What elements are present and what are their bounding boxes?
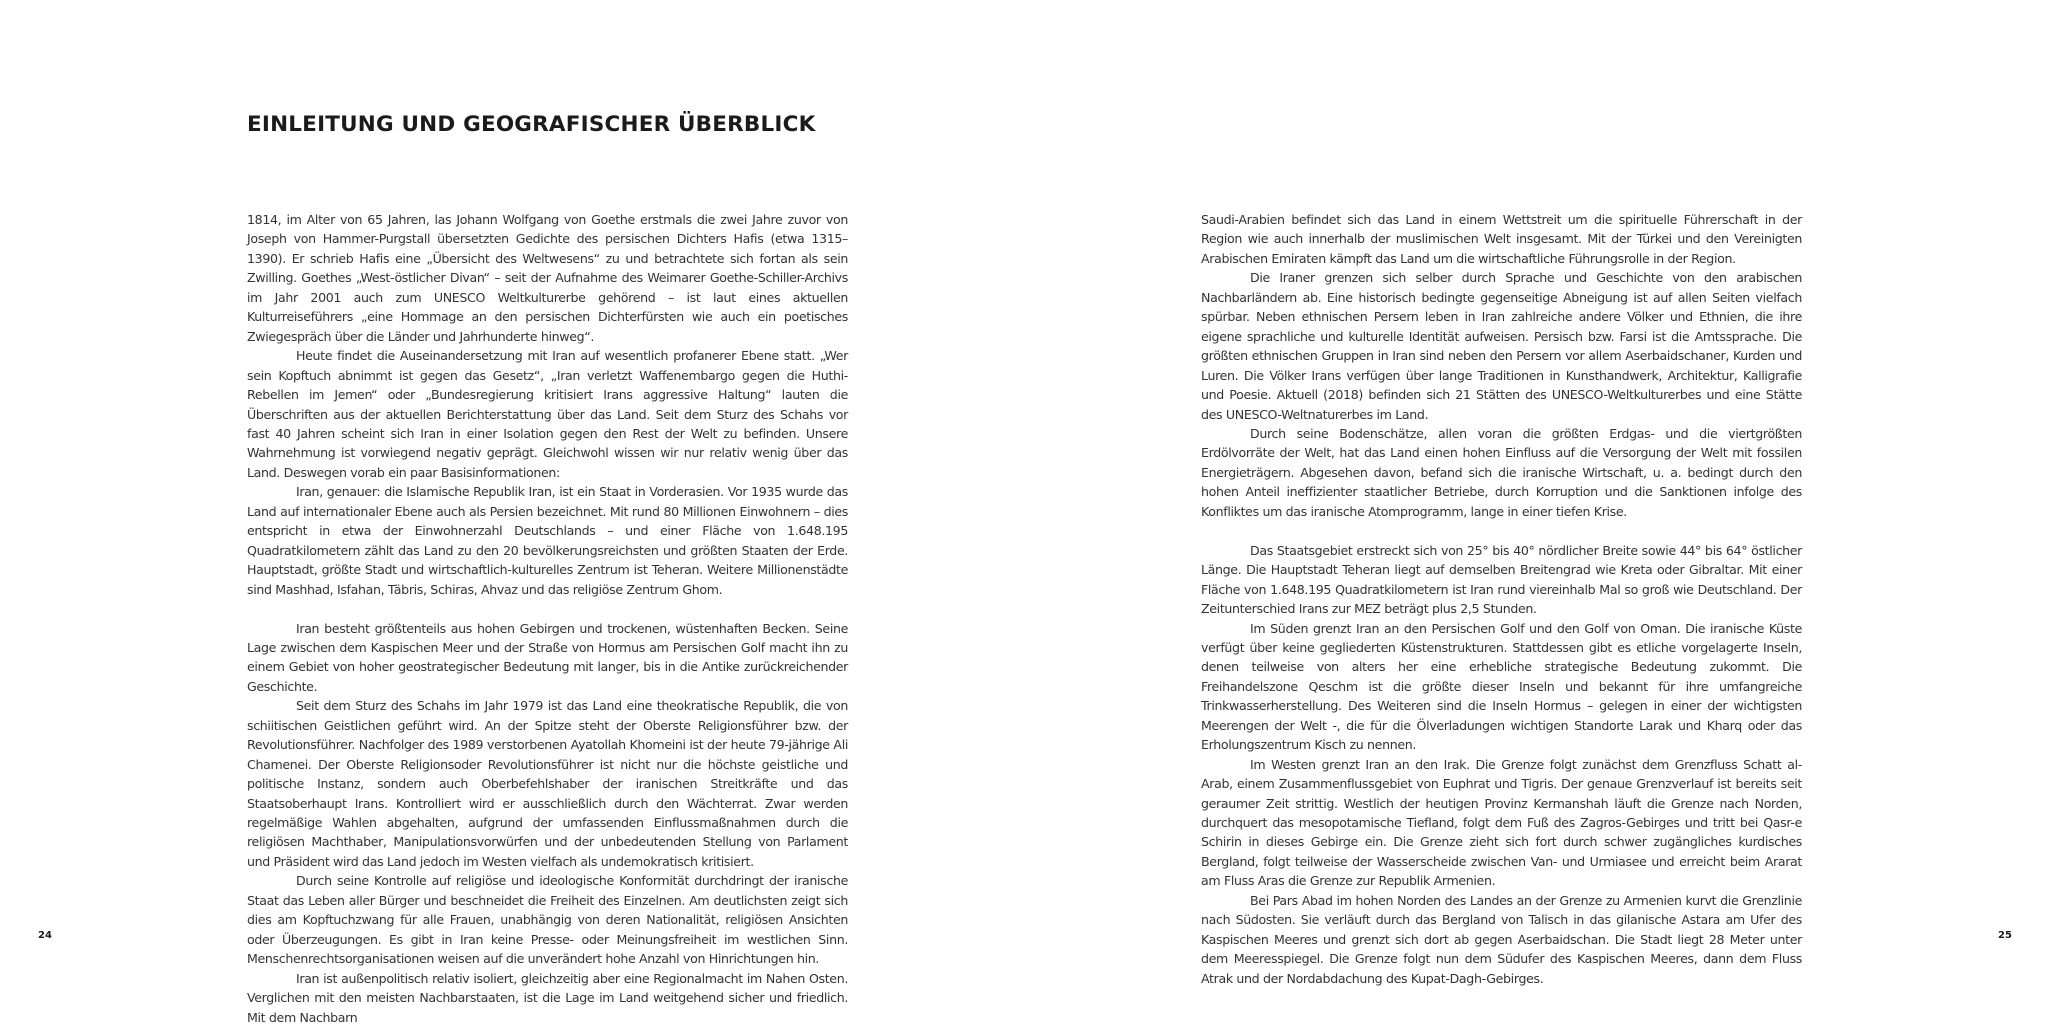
paragraph: Durch seine Kontrolle auf religiöse und ideologische Konformität durchdringt der iranische Staat das Leben aller Bürger und beschneidet die Freiheit des Einzelnen. Am deutlichsten zeigt sich dies am Kopftuchzwang für alle Frauen, unabhängig von deren Nationalität, religiösen Ansichten oder Überzeugungen. Es gibt in Iran keine Presse- oder Meinungsfreiheit im westlichen Sinn. Menschenrechtsorganisationen weisen auf die unverändert hohe Anzahl von Hinrichtungen hin. (247, 873, 848, 967)
chapter-heading: EINLEITUNG UND GEOGRAFISCHER ÜBERBLICK (247, 112, 816, 137)
paragraph: Im Süden grenzt Iran an den Persischen Golf und den Golf von Oman. Die iranische Küste verfügt über keine gegliederten Küstenstrukturen. Stattdessen gibt es etliche vorgelagerte Inseln, denen teilweise von alters her eine erhebliche strategische Bedeutung zukommt. Die Freihandelszone Qeschm ist die größte dieser Inseln und bekannt für ihre umfangreiche Trinkwasserherstellung. Des Weiteren sind die Inseln Hormus – gelegen in einer der wichtigsten Meerengen der Welt -, die für die Ölverladungen wichtigen Standorte Larak und Kharq oder das Erholungszentrum Kisch zu nennen. (1201, 620, 1802, 753)
paragraph: Heute findet die Auseinandersetzung mit Iran auf wesentlich profanerer Ebene statt. „Wer sein Kopftuch abnimmt ist gegen das Gesetz“, „Iran verletzt Waffenembargo gegen die Huthi-Rebellen im Jemen“ oder „Bundesregierung kritisiert Irans aggressive Haltung“ lauten die Überschriften aus der aktuellen Berichterstattung über das Land. Seit dem Sturz des Schahs vor fast 40 Jahren scheint sich Iran in einer Isolation gegen den Rest der Welt zu befinden. Unsere Wahrnehmung ist vorwiegend negativ geprägt. Gleichwohl wissen wir nur relativ wenig über das Land. Deswegen vorab ein paar Basisinformationen: (247, 348, 848, 480)
paragraph: Das Staatsgebiet erstreckt sich von 25° bis 40° nördlicher Breite sowie 44° bis 64° östlicher Länge. Die Hauptstadt Teheran liegt auf demselben Breitengrad wie Kreta oder Gibraltar. Mit einer Fläche von 1.648.195 Quadratkilometern ist Iran rund viereinhalb Mal so groß wie Deutschland. Der Zeitunterschied Irans zur MEZ beträgt plus 2,5 Stunden. (1201, 542, 1802, 617)
paragraph: Saudi-Arabien befindet sich das Land in einem Wettstreit um die spirituelle Führerschaft in der Region wie auch innerhalb der muslimischen Welt insgesamt. Mit der Türkei und den Vereinigten Arabischen Emiraten kämpft das Land um die wirtschaftliche Führungsrolle in der Region. (1201, 212, 1802, 266)
left-text-column (247, 210, 848, 1027)
paragraph: Die Iraner grenzen sich selber durch Sprache und Geschichte von den arabischen Nachbarländern ab. Eine historisch bedingte gegenseitige Abneigung ist auf allen Seiten vielfach spürbar. Neben ethnischen Persern leben in Iran zahlreiche andere Völker und Ethnien, die ihre eigene sprachliche und kulturelle Identität aufweisen. Persisch bzw. Farsi ist die Amtssprache. Die größten ethnischen Gruppen in Iran sind neben den Persern vor allem Aserbaidschaner, Kurden und Luren. Die Völker Irans verfügen über lange Traditionen in Kunsthandwerk, Architektur, Kalligrafie und Poesie. Aktuell (2018) befinden sich 21 Stätten des UNESCO-Weltkulturerbes und eine Stätte des UNESCO-Weltnaturerbes im Land. (1201, 270, 1802, 422)
paragraph: Iran besteht größtenteils aus hohen Gebirgen und trockenen, wüstenhaften Becken. Seine Lage zwischen dem Kaspischen Meer und der Straße von Hormus am Persischen Golf macht ihn zu einem Gebiet von hoher geostrategischer Bedeutung mit langer, bis in die Antike zurückreichender Geschichte. (247, 620, 848, 694)
paragraph: Im Westen grenzt Iran an den Irak. Die Grenze folgt zunächst dem Grenzfluss Schatt al-Arab, einem Zusammenflussgebiet von Euphrat und Tigris. Der genaue Grenzverlauf ist bereits seit geraumer Zeit strittig. Westlich der heutigen Provinz Kermanshah läuft die Grenze nach Norden, durchquert das mesopotamische Tiefland, folgt dem Fuß des Zagros-Gebirges und tritt bei Qasr-e Schirin in dieses Gebirge ein. Die Grenze zieht sich fort durch schwer zugängliches kurdisches Bergland, folgt teilweise der Wasserscheide zwischen Van- und Urmiasee und erreicht beim Ararat am Fluss Aras die Grenze zur Republik Armenien. (1201, 756, 1802, 889)
paragraph: Iran, genauer: die Islamische Republik Iran, ist ein Staat in Vorderasien. Vor 1935 wurde das Land auf internationaler Ebene auch als Persien bezeichnet. Mit rund 80 Millionen Einwohnern – dies entspricht in etwa der Einwohnerzahl Deutschlands – und einer Fläche von 1.648.195 Quadratkilometern zählt das Land zu den 20 bevölkerungsreichsten und größten Staaten der Erde. Hauptstadt, größte Stadt und wirtschaftlich-kulturelles Zentrum ist Teheran. Weitere Millionenstädte sind Mashhad, Isfahan, Täbris, Schiras, Ahvaz und das religiöse Zentrum Ghom. (247, 484, 848, 597)
paragraph: Iran ist außenpolitisch relativ isoliert, gleichzeitig aber eine Regionalmacht im Nahen Osten. Verglichen mit den meisten Nachbarstaaten, ist die Lage im Land weitgehend sicher und friedlich. Mit dem Nachbarn (247, 970, 848, 1025)
right-text-column (1201, 210, 1802, 988)
left-page (0, 0, 1024, 1024)
right-page (1024, 0, 2048, 1024)
paragraph: Bei Pars Abad im hohen Norden des Landes an der Grenze zu Armenien kurvt die Grenzlinie nach Südosten. Sie verläuft durch das Bergland von Talisch in das gilanische Astara am Ufer des Kaspischen Meeres und grenzt sich dort ab gegen Aserbaidschan. Die Stadt liegt 28 Meter unter dem Meeresspiegel. Die Grenze folgt nun dem Südufer des Kaspischen Meeres, dann dem Fluss Atrak und der Nordabdachung des Kupat-Dagh-Gebirges. (1201, 892, 1802, 986)
paragraph: 1814, im Alter von 65 Jahren, las Johann Wolfgang von Goethe erstmals die zwei Jahre zuvor von Joseph von Hammer-Purgstall übersetzten Gedichte des persischen Dichters Hafis (etwa 1315–1390). Er schrieb Hafis eine „Übersicht des Weltwesens“ zu und betrachtete sich fortan als sein Zwilling. Goethes „West-östlicher Divan“ – seit der Aufnahme des Weimarer Goethe-Schiller-Archivs im Jahr 2001 auch zum UNESCO Weltkulturerbe gehörend – ist laut eines aktuellen Kulturreiseführers „eine Hommage an den persischen Dichterfürsten wie auch ein poetisches Zwiegespräch über die Länder und Jahrhunderte hinweg“. (247, 212, 848, 344)
page-number-left: 24 (38, 930, 52, 941)
page-number-right: 25 (1998, 930, 2012, 941)
paragraph: Durch seine Bodenschätze, allen voran die größten Erdgas- und die viertgrößten Erdölvorräte der Welt, hat das Land einen hohen Einfluss auf die Versorgung der Welt mit fossilen Energieträgern. Abgesehen davon, befand sich die iranische Wirtschaft, u. a. bedingt durch den hohen Anteil ineffizienter staatlicher Betriebe, durch Korruption und die Sanktionen infolge des Konfliktes um das iranische Atomprogramm, lange in einer tiefen Krise. (1201, 425, 1802, 519)
paragraph: Seit dem Sturz des Schahs im Jahr 1979 ist das Land eine theokratische Republik, die von schiitischen Geistlichen geführt wird. An der Spitze steht der Oberste Religionsführer bzw. der Revolutionsführer. Nachfolger des 1989 verstorbenen Ayatollah Khomeini ist der heute 79-jährige Ali Chamenei. Der Oberste Religionsoder Revolutionsführer ist nicht nur die höchste geistliche und politische Instanz, sondern auch Oberbefehlshaber der iranischen Streitkräfte und das Staatsoberhaupt Irans. Kontrolliert wird er ausschließlich durch den Wächterrat. Zwar werden regelmäßige Wahlen abgehalten, aufgrund der umfassenden Einflussmaßnahmen durch die religiösen Machthaber, Manipulationsvorwürfen und der unbedeutenden Stellung von Parlament und Präsident wird das Land jedoch im Westen vielfach als undemokratisch kritisiert. (247, 698, 848, 869)
